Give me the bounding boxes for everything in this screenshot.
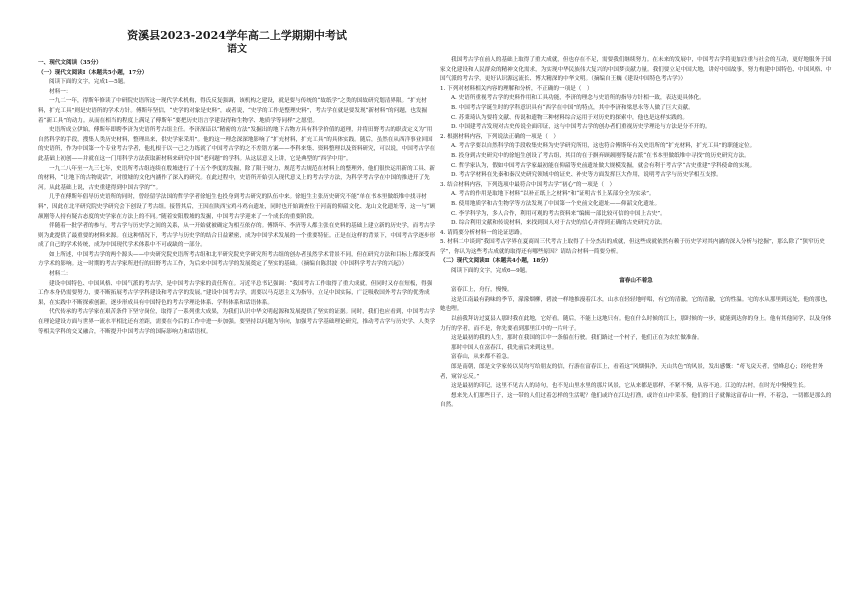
paragraph: 一九二一年，得斯年修读了中研院史语所这一现代学术机构，得氏反复强调，该机构之建设，就是要与传统的“故纸学”之类的国故研究划清界限。“扩充材料，扩充工具”则是史语所的学术方针。傅斯年坚信，“史学的对象是史料”，或者说，“史学的工作是整理史料”，考古学在就是要发现“新材料”的问题，也发掘着“新工具”的动力。从而在相当的程度上满足了傅斯年“要把历史语言学建设得和生物学、地质学等同样”之愿望。 xyxy=(38,98,428,124)
subsection-heading: （一）现代文阅读Ⅰ（本题共5小题，17分） xyxy=(38,69,148,76)
story-paragraph: 以前我拜访过夏县人那时我在此地，它好看。随后，不能上这地只有。他在什么时候的江上，那时候的一步，就能到达你的身上。他有其他同学，以及身体力行的学者，而不是，你先要看到那里江中的一片叶子。 xyxy=(440,316,832,332)
paragraph: 一九二八年至一九三七年，史语所考古组连续在殷墟进行了十五个季度的发掘，除了限于财力，规范考古规范在材料上的整理外，他们很快运用新的工具、新的材料，“让地下的古物说话”，对殷墟的文化内涵作了深入的研究。在此过程中，史语所开始引入现代意义上的考古学方法，为科学考古学在中国的推进开了先河。从此基础上说，古史重建得到中国古学的“”。 xyxy=(38,165,435,191)
paragraph: 伴随着一批学者的参与，考古学与历史学之间的关系，从一开始就被确定为相互依存的。傅斯年、李济等人都主张在史料的基础上建立新的历史学，而考古学则为此提供了最重要的材料来源。在这种情况下，考古学与历史学的结合日益紧密，成为中国学术发展的一个重要特征。正是在这样的背景下，中国考古学逐步形成了自己的学术传统，成为中国现代学术体系中不可或缺的一部分。 xyxy=(38,223,436,249)
right-column xyxy=(440,56,832,411)
option: B. 投身到古史研究中的徐旭生创设了考古组，其目的在于摒弃顾颉刚等疑古派“在书本里做纸堆中寻找”的历史研究方法。 xyxy=(451,152,750,159)
story-paragraph: 想来先人们那些日子，这一带的人们过着怎样的生活呢？他们或许在江边打渔，或许在山中采茶，他们的日子就像这富春山一样，不着急，一切都是那么的自然。 xyxy=(440,392,832,409)
subsection-heading: （二）现代文阅读Ⅱ（本题共4小题，18分） xyxy=(440,258,552,265)
option: B. 使用地质学和古生物学等方法发现了中国第一个史前文化遗址——仰韶文化遗址。 xyxy=(451,200,661,207)
material-label: 材料一： xyxy=(49,88,72,95)
material-label: 材料二： xyxy=(49,271,72,278)
story-paragraph: 那时中国人在富春江，我先前后来到这里。 xyxy=(451,344,558,351)
paragraph: 建设中国特色、中国风格、中国气派的考古学，是中国考古学家的责任所在。习近平总书记强调：“我国考古工作取得了重大成就，但同时又存在短板，得强工作本身仍需要努力，要不断拓展考古学学科建设和考古学的发展。”建设中国考古学，需要以马克思主义为指导，立足中国实际，广泛吸收国外考古学的优秀成果，在实践中不断探索创新，逐步形成具有中国特色的考古学理论体系、学科体系和话语体系。 xyxy=(38,280,433,306)
option: D. 中国建考古发现对古史传说全面印证，这与中国考古学的创办者们重视历史学理论与方法是分不开的。 xyxy=(451,124,711,131)
story-paragraph: 富春山，从来都不着急。 xyxy=(451,354,513,361)
option: D. 综合利用文献和传说材料，来找到国人对于古史的信心并得到正确的古史研究方法。 xyxy=(451,220,666,227)
story-title: 富春山不着急 xyxy=(619,277,653,284)
paragraph: 史语所成立伊始，傅斯年即聘李济为史语所考古组主任。李济深谙以“精密的方法”发掘出的地下古物方具有科学价值的道理，并将田野考古的职责定义为“用自然科学的手段，搜集人类历史材料，整理出来，供史学家采用”。他的这一理念深深地影响了“扩充材料，扩充工具”的具体实践。随后，虽然在从西洋事业回国的史语所，作为中国第一个专业考古学者，他扎根于以一己之力练就了中国考古学的之不差错方案——李科来集、资料整理以及资料研究，可以说，中国考古学在此基础上初创——并就在这一门用科学方法获取新材料来研究中国“老问题”的学科。从这层意义上讲，它是典型的“西学中用”。 xyxy=(38,127,436,162)
story-paragraph: 郎是南朝，郎是文学家传以吴均写给朋友的信，行游在富春江上，看着这“风烟俱净，天山共色”的风景，发出感慨：“鸢飞戾天者，望峰息心；经纶世务者，窥谷忘反。” xyxy=(440,364,824,380)
question-2: 2. 根据材料内容，下列说法正确的一项是（ ） xyxy=(440,133,559,140)
option: A. 考古的作用是取地下材料“以补正纸上之材料”和“证明古书上某部分全为实录”。 xyxy=(451,191,655,198)
option: C. 哲学家认为，假如中国考古学家最初能在仰韶等史前遗址做大规模发掘，就会有利于考古学“古史重建”学科使命的实现。 xyxy=(451,162,756,169)
option: D. 考古学材料在先秦和秦汉史研究领域中的证史、补史等方面发挥巨大作用，说明考古学与历史学相互支撑。 xyxy=(451,172,722,179)
question-4: 4. 请简要分析材料一的论证思路。 xyxy=(440,229,526,236)
story-paragraph: 这是最初的我的人生，那时在我国的江中一条船在行驶。我们路过一个村子，他们正在为农忙做准备。 xyxy=(451,335,703,342)
left-column xyxy=(38,28,436,337)
paragraph: 代代传承的考古学家在艰苦条件下坚守岗位，取得了一系列重大成果，为我们认识中华文明起源和发展提供了坚实的证据。同时，我们也应看到，中国考古学在理论建设方面与世界一流水平相比还有差距，需要在今后的工作中进一步加强。要坚持以问题为导向，加强考古学基础理论研究，推动考古学与历史学、人类学等相关学科的交叉融合，不断提升中国考古学的国际影响力和话语权。 xyxy=(38,309,436,335)
option: A. 考古学要以自然科学的手段收集史料为史学研究所用，这也符合傅斯年有关史语所的“扩充材料，扩充工具”的职能定位。 xyxy=(451,143,756,150)
option: C. 李学科学为，多人合作，利用可观的考古资料来“编辑一部比较可信的中国上古史”。 xyxy=(451,210,666,217)
instructions: 阅读下面的文字，完成6—9题。 xyxy=(451,268,531,275)
option: B. 中国考古学诞生时的学科意识具有“西学在中国”的特点，其中李济和梁思永等人做了巨大贡献。 xyxy=(451,104,694,111)
question-3: 3. 结合材料内容，下列选项中最符合中国考古学“初心”的一项是（ ） xyxy=(440,181,616,188)
instructions: 阅读下面的文字，完成1—5题。 xyxy=(49,79,129,86)
story-paragraph: 这是江南最有韵味的季节，濛濛烟柳，碧波一样地推漫着江水，山水在轻轻地呼唱，有它的清澈，它的清澈，它的性温。宅的水从那里到远处，他的那也，她也哩。 xyxy=(440,296,832,313)
paragraph: 我国考古学在前人的基础上取得了重大成就，但也存在不足，需要我们继续努力。在未来的发展中，中国考古学将更加注重与社会的互动，更好地服务于国家文化建设和人民群众的精神文化需求，为实现中华民族伟大复兴的中国梦贡献力量。我们要立足中国大地，讲好中国故事，努力构建中国特色、中国风格、中国气派的考古学，更好认识源远流长、博大精深的中华文明。（摘编自王巍《建设中国特色考古学》） xyxy=(440,57,832,83)
story-opening: 富春江上，舟行，慢慢。 xyxy=(451,287,513,294)
exam-title: 资溪县2023-2024学年高二上学期期中考试 xyxy=(127,29,347,42)
section-heading: 一、现代文阅读（35分） xyxy=(38,60,102,66)
paragraph: 几乎在傅斯年倡导历史语所的同时，曾经留学法国的哲学学者徐旭生也投身到考古研究的队伍中来。徐旭生主张历史研究不能“单在书本里做纸堆中找寻材料”，因此在北平研究院史学研究会下创设了考古组。接替其后，王因在陕西宝鸡斗鸡台遗址，同时也开始调查位于河南的仰韶文化、龙山文化遗址等，这一与“顾颉刚等人持有疑古态度的史学家在方法上的不同。”随着安阳殷墟的发掘，中国考古学迎来了一个成长的重要阶段。 xyxy=(38,194,436,220)
question-5: 5. 材料二中谈到“我国考古学界在夏商周三代考古上取得了十分杰出的成就，但这些成就依然有赖于历史学对其内涵的深入分析与挖掘”，那么除了“狭窄历史学”，你认为这些考古成就的取得还有哪些原因？请结合材料一简要分析。 xyxy=(440,239,825,255)
option: A. 史语所重视考古学的史料作用和工具功能，李济的理念与史语所的指导方针相一致，表达更具体化。 xyxy=(451,95,705,102)
option: C. 苏秉琦认为要将文献、传说和遗物三种材料综合运用于对历史的探索中，他也是这样实践的。 xyxy=(451,114,688,121)
exam-subject: 语文 xyxy=(227,44,247,55)
paragraph: 如上所述，中国考古学的两个源头——中央研究院史语所考古组和北平研究院史学研究所考古组的创办者虽然学术背景不同，但在研究方法和目标上都深受西方学术的影响。这一时期的考古学家所进行的田野考古工作，为后来中国考古学的发展奠定了坚实的基础。（摘编自陈洪波《中国科学考古学的兴起》） xyxy=(38,251,435,268)
question-1: 1. 下列对材料相关内容的理解和分析，不正确的一项是（ ） xyxy=(440,85,593,92)
story-paragraph: 这是最初的印记，这里不见古人的诗句，也不见山里水里的那片风景，它从来都是那样，不紧不慢，从容不迫。江边的古村，在时光中慢慢生长。 xyxy=(451,383,810,390)
